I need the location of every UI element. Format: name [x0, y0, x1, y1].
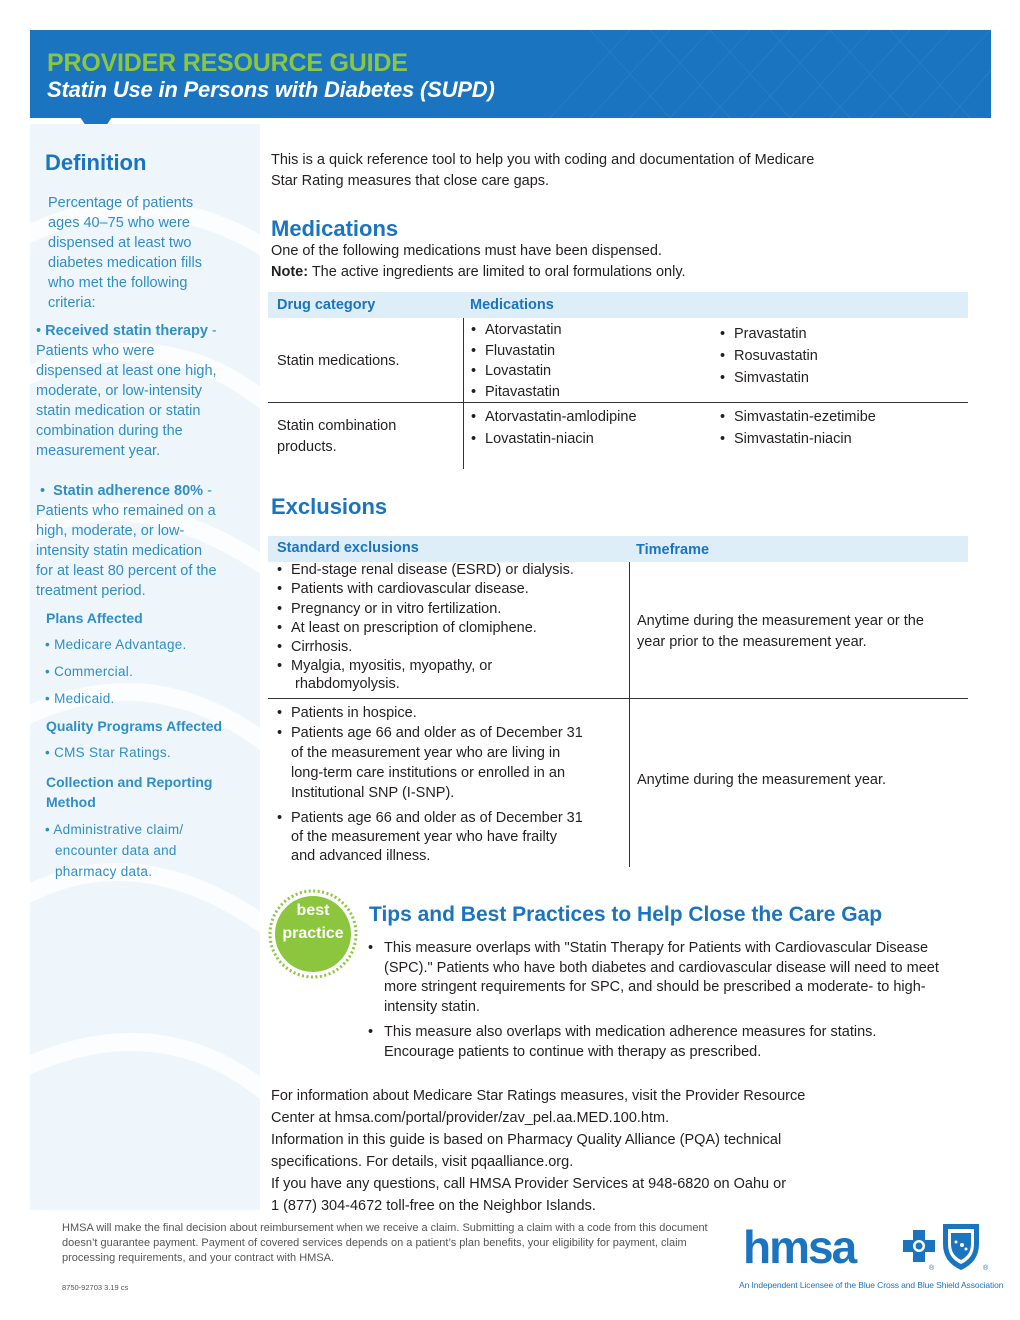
exclusion-group-2	[277, 703, 583, 866]
blue-cross-icon	[903, 1230, 935, 1262]
criterion-statin-adherence: • Statin adherence 80% - Patients who remained on a high, moderate, or low- intensity statin medication for at least 80 percent of the treatment period.	[36, 483, 217, 599]
list-item: • Pregnancy or in vitro fertilization.	[277, 600, 574, 619]
medications-row-divider	[268, 402, 968, 403]
list-item: • Simvastatin-niacin	[720, 428, 876, 450]
list-item: • Pitavastatin	[471, 382, 562, 403]
exclusions-row-divider	[268, 698, 968, 699]
badge-line-1: best	[296, 902, 330, 919]
timeframe-2: Anytime during the measurement year.	[637, 772, 887, 788]
svg-text:®: ®	[983, 1265, 989, 1272]
list-item: • Pravastatin	[720, 323, 818, 345]
criterion-received-statin: • Received statin therapy - Patients who were dispensed at least one high, moderate, or low-intensity statin medication or statin combination during the measurement year.	[36, 323, 217, 459]
list-item: • Atorvastatin	[471, 320, 562, 341]
col-medications: Medications	[470, 297, 554, 313]
col-drug-category: Drug category	[277, 297, 376, 313]
exclusion-group-1	[277, 561, 574, 677]
timeframe-1: Anytime during the measurement year or the year prior to the measurement year.	[637, 613, 924, 650]
list-item: • Patients age 66 and older as of December 31 of the measurement year who have frailty and advanced illness.	[277, 809, 583, 866]
definition-heading: Definition	[45, 150, 147, 175]
list-item: • Atorvastatin-amlodipine	[471, 406, 637, 428]
list-item: • Simvastatin-ezetimibe	[720, 406, 876, 428]
licensee-text: An Independent Licensee of the Blue Cross and Blue Shield Association	[739, 1280, 1004, 1290]
header-banner	[30, 30, 991, 118]
exclusions-heading: Exclusions	[271, 494, 388, 519]
combination-list-right	[720, 406, 876, 450]
document-code: 8750-92703 3.19 cs	[62, 1283, 129, 1292]
page-subtitle: Statin Use in Persons with Diabetes (SUPD)	[47, 77, 495, 102]
exclusions-table-divider	[629, 562, 630, 867]
combination-list-left	[471, 406, 637, 450]
tips-list	[368, 939, 948, 1068]
quality-item: • CMS Star Ratings.	[45, 745, 171, 760]
badge-line-2: practice	[282, 925, 344, 942]
tips-heading: Tips and Best Practices to Help Close the Care Gap	[369, 903, 883, 926]
list-item: • Patients age 66 and older as of December 31 of the measurement year who are living in long-term care institutions or enrolled in an Institutional SNP (I-SNP).	[277, 723, 583, 803]
plan-item: • Commercial.	[45, 664, 134, 679]
medications-heading: Medications	[271, 216, 399, 241]
list-item: • Rosuvastatin	[720, 345, 818, 367]
plan-item: • Medicaid.	[45, 691, 115, 706]
blue-shield-icon	[943, 1224, 979, 1270]
list-item: • At least on prescription of clomiphene.	[277, 619, 574, 638]
statin-medications-category: Statin medications.	[277, 353, 400, 369]
collection-method: • Administrative claim/ encounter data and pharmacy data.	[45, 822, 184, 879]
page-title: PROVIDER RESOURCE GUIDE	[47, 49, 408, 77]
collection-heading: Collection and Reporting Method	[46, 774, 213, 810]
intro-text: This is a quick reference tool to help you with coding and documentation of Medicare Star Rating measures that close care gaps.	[271, 152, 815, 189]
statin-list-left	[471, 320, 562, 402]
list-item: • Myalgia, myositis, myopathy, or	[277, 657, 574, 676]
list-item: • Simvastatin	[720, 367, 818, 389]
list-item: • End-stage renal disease (ESRD) or dialysis.	[277, 561, 574, 580]
statin-combination-category: Statin combination products.	[277, 418, 397, 455]
list-item: • Fluvastatin	[471, 341, 562, 362]
col-timeframe: Timeframe	[636, 542, 710, 558]
footer-info: For information about Medicare Star Ratings measures, visit the Provider Resource Center at hmsa.com/portal/provider/zav_pel.aa.MED.100.htm. Information in this guide is based on Pharmacy Quality Alliance (PQA) technical specifications. For details, visit pqaalliance.org. If you have any questions, call HMSA Provider Services at 948-6820 on Oahu or 1 (877) 304-4672 toll-free on the Neighbor Islands.	[271, 1088, 806, 1214]
plan-item: • Medicare Advantage.	[45, 637, 187, 652]
list-item: • Patients in hospice.	[277, 703, 583, 723]
logo-wordmark: hmsa	[743, 1221, 856, 1273]
medications-table-divider	[463, 318, 464, 469]
svg-text:®: ®	[929, 1265, 935, 1272]
exclusion-continuation: rhabdomyolysis.	[295, 676, 400, 692]
list-item: • This measure also overlaps with medication adherence measures for statins. Encourage patients to continue with therapy as prescribed.	[368, 1023, 948, 1062]
best-practice-badge	[268, 889, 358, 979]
definition-sidebar	[30, 124, 260, 1210]
statin-list-right	[720, 323, 818, 389]
medications-description: One of the following medications must have been dispensed. Note: The active ingredients are limited to oral formulations only.	[271, 243, 686, 280]
disclaimer: HMSA will make the final decision about reimbursement when we receive a claim. Submitting a claim with a code from this document doesn’t guarantee payment. Payment of covered services depends on a patient’s plan benefits, your eligibility for payment, claim processing requirements, and your contract with HMSA.	[62, 1222, 708, 1264]
definition-intro: Percentage of patients ages 40–75 who were dispensed at least two diabetes medication fills who met the following criteria:	[48, 195, 202, 311]
quality-heading: Quality Programs Affected	[46, 718, 223, 734]
plans-heading: Plans Affected	[46, 610, 143, 626]
list-item: • Lovastatin	[471, 361, 562, 382]
list-item: • Lovastatin-niacin	[471, 428, 637, 450]
list-item: • This measure overlaps with "Statin Therapy for Patients with Cardiovascular Disease (SPC)." Patients who have both diabetes and cardiovascular disease will need to meet more stringent requirements for SPC, and should be prescribed a moderate- to high-intensity statin.	[368, 939, 948, 1017]
list-item: • Cirrhosis.	[277, 638, 574, 657]
list-item: • Patients with cardiovascular disease.	[277, 580, 574, 599]
col-standard-exclusions: Standard exclusions	[277, 540, 419, 556]
